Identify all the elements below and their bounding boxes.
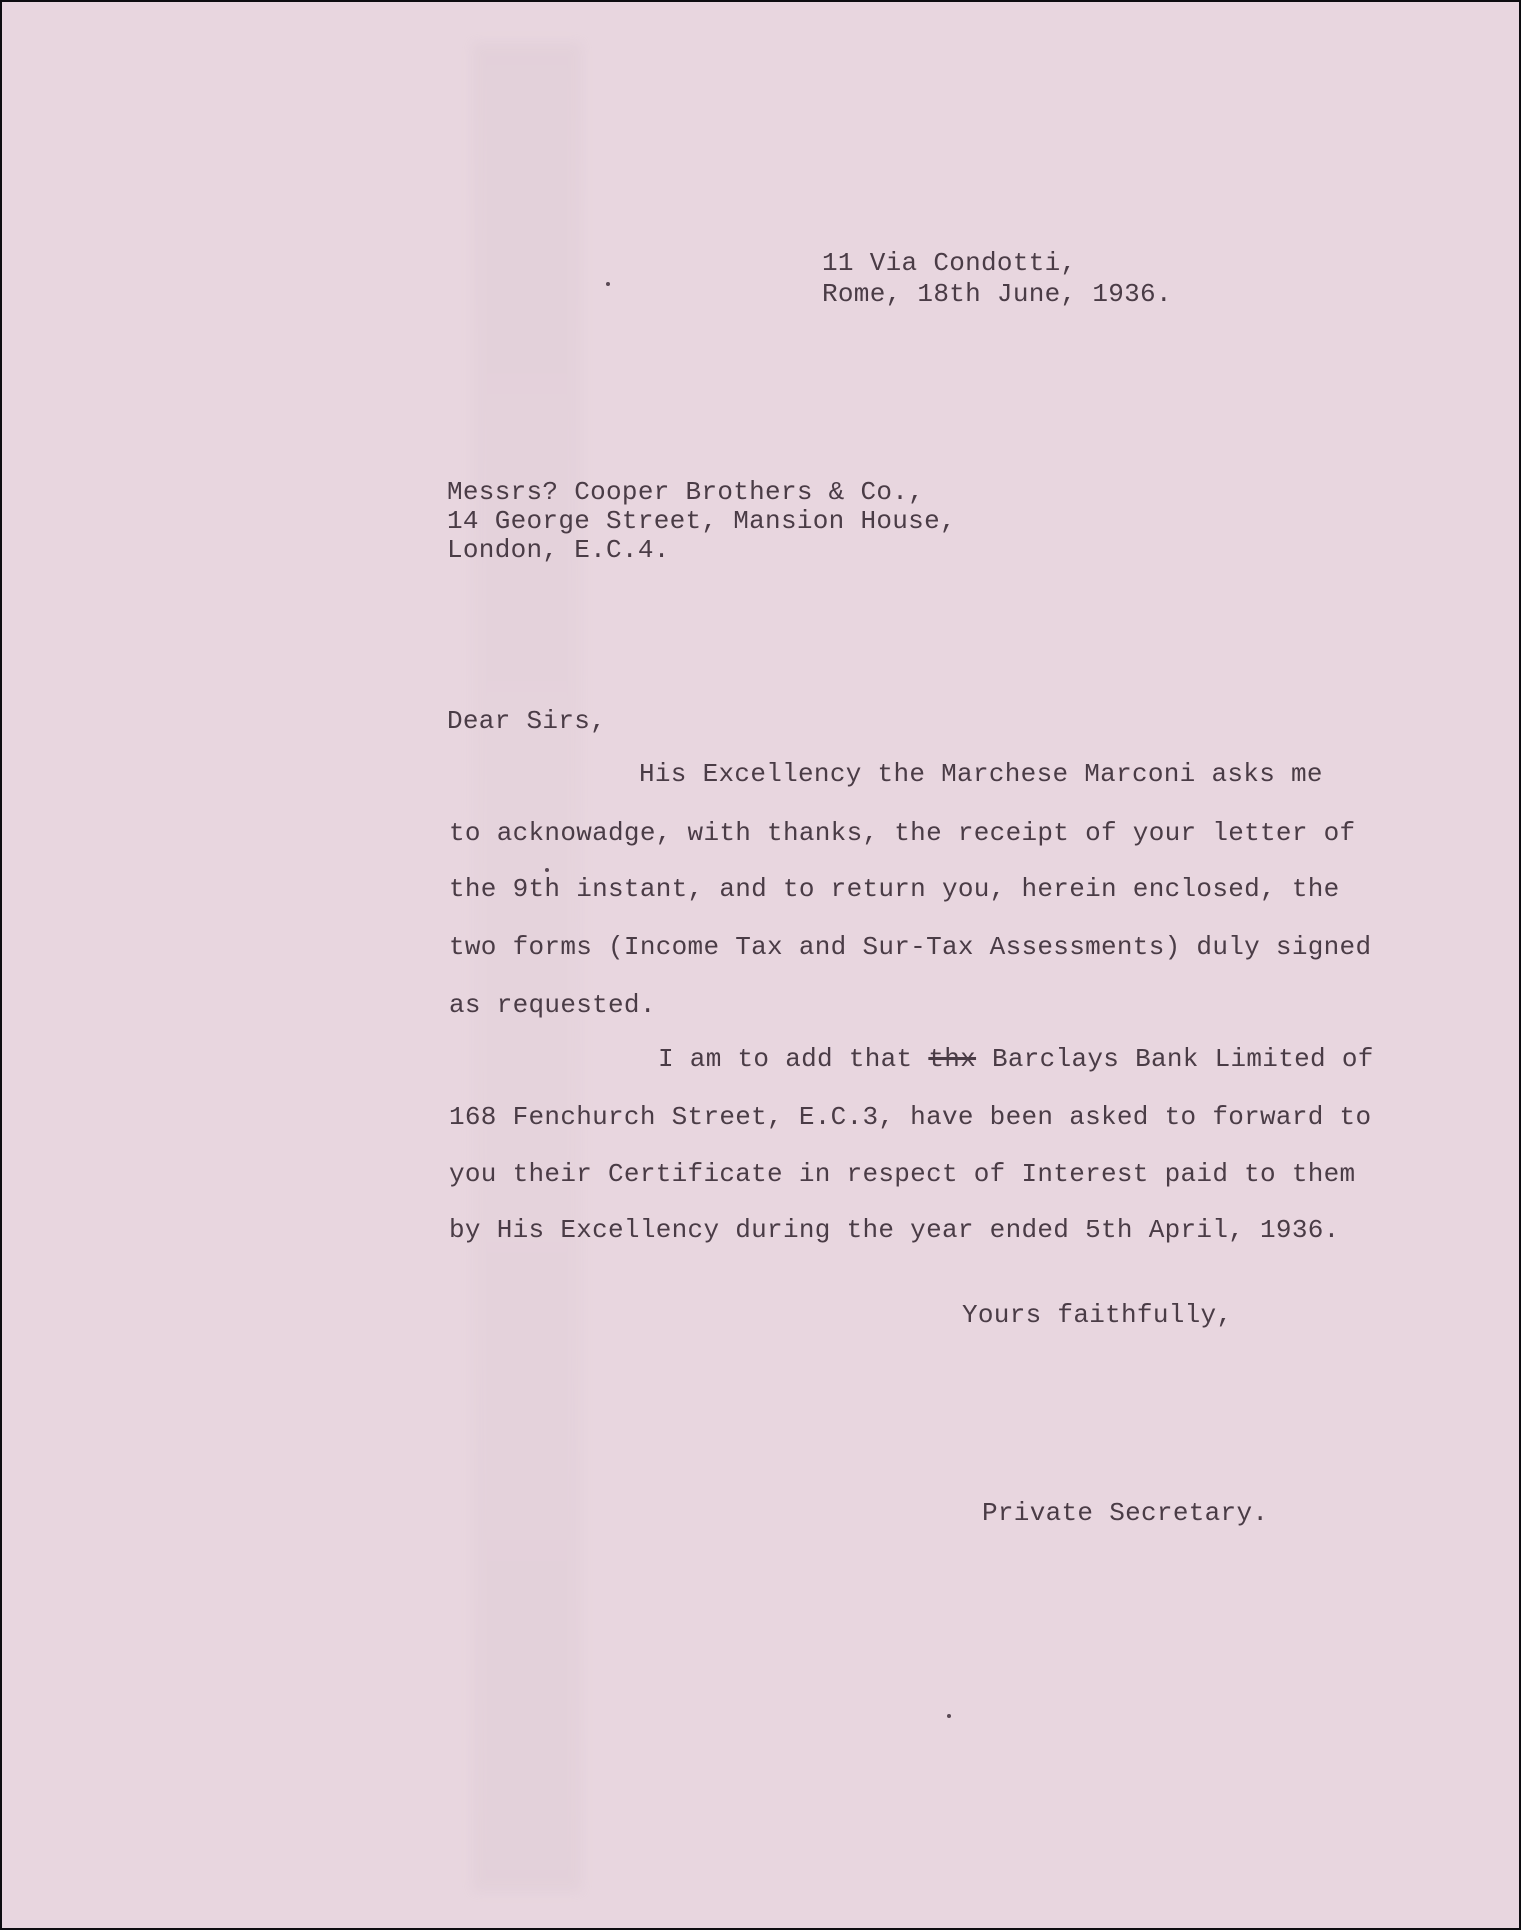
paragraph-2-line-1 xyxy=(658,1044,1374,1074)
paragraph-2-line-2: 168 Fenchurch Street, E.C.3, have been asked to forward to xyxy=(449,1102,1372,1132)
paragraph-1-line-2: to acknowadge, with thanks, the receipt of your letter of xyxy=(449,818,1356,848)
ink-speck xyxy=(606,282,610,286)
paragraph-1-line-3: the 9th instant, and to return you, herein enclosed, the xyxy=(449,874,1340,904)
ink-speck xyxy=(545,868,549,872)
paragraph-2-line-4: by His Excellency during the year ended 5th April, 1936. xyxy=(449,1215,1340,1245)
paragraph-1-line-4: two forms (Income Tax and Sur-Tax Assessments) duly signed xyxy=(449,932,1372,962)
sender-address-date-line: Rome, 18th June, 1936. xyxy=(822,279,1172,309)
paragraph-2-line-1-start: I am to add that xyxy=(658,1044,929,1074)
paragraph-2-line-1-end: Barclays Bank Limited of xyxy=(976,1044,1374,1074)
recipient-line-1: Messrs? Cooper Brothers & Co., xyxy=(447,477,925,507)
paragraph-1-line-5: as requested. xyxy=(449,990,656,1020)
recipient-line-2: 14 George Street, Mansion House, xyxy=(447,506,956,536)
closing: Yours faithfully, xyxy=(962,1300,1233,1330)
letter-page xyxy=(2,2,1519,1928)
paper-watermark xyxy=(472,42,582,1892)
paragraph-2-line-3: you their Certificate in respect of Interest paid to them xyxy=(449,1159,1356,1189)
paragraph-1-line-1: His Excellency the Marchese Marconi asks me xyxy=(639,759,1323,789)
ink-speck xyxy=(947,1714,951,1718)
recipient-line-3: London, E.C.4. xyxy=(447,535,670,565)
salutation: Dear Sirs, xyxy=(447,706,607,736)
signature-title: Private Secretary. xyxy=(982,1498,1269,1528)
struck-out-typing: thx xyxy=(928,1044,977,1074)
sender-address-line-1: 11 Via Condotti, xyxy=(822,248,1077,278)
